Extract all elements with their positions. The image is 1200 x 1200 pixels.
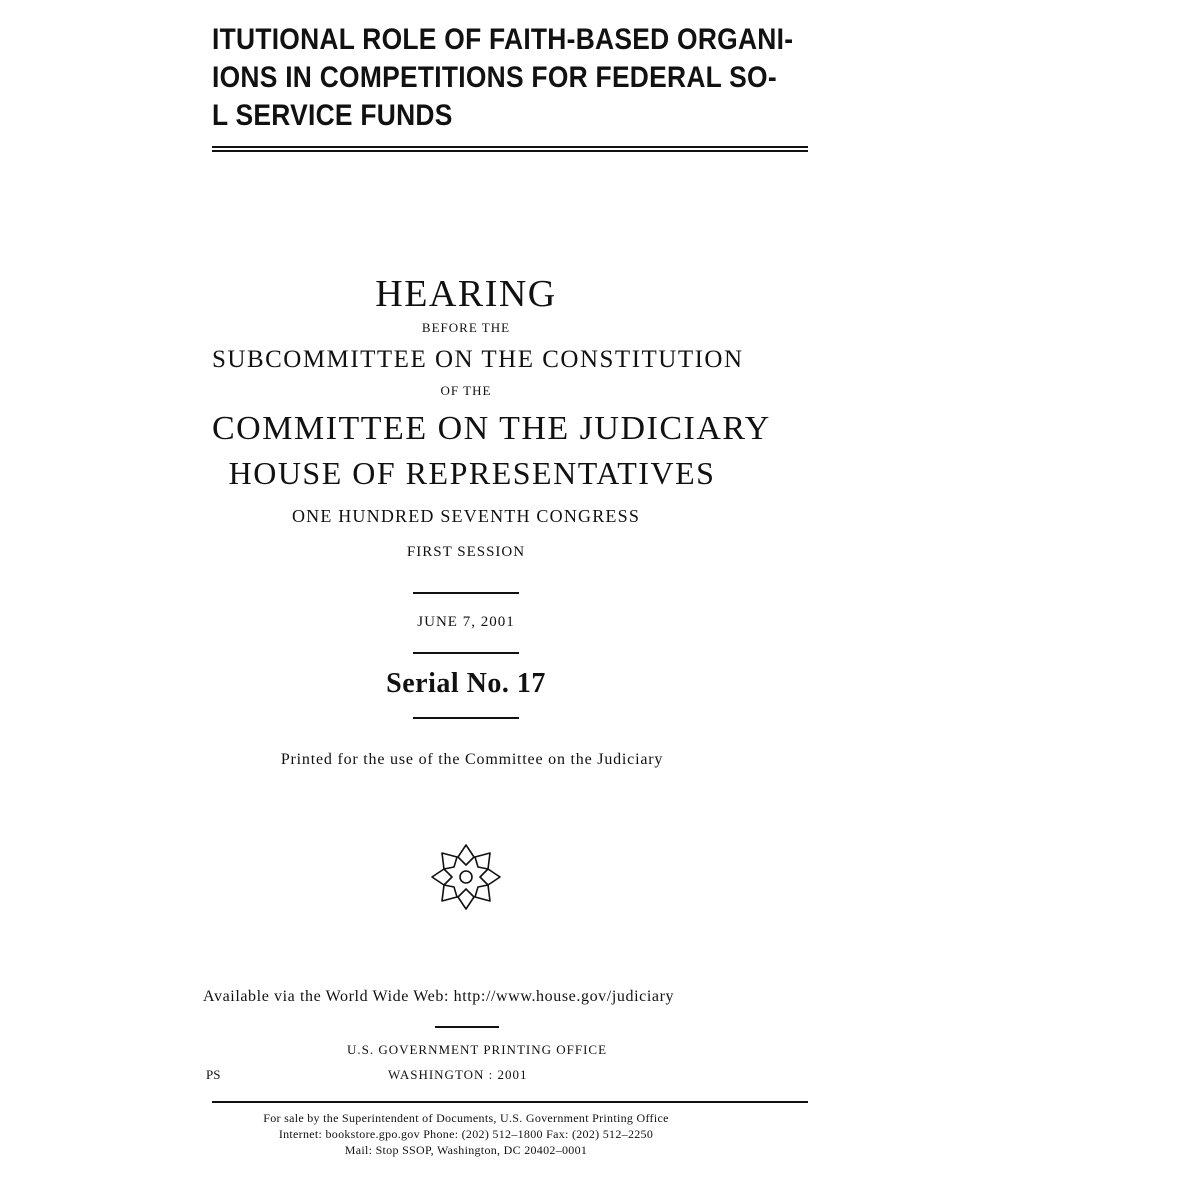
title-rule-top	[212, 146, 808, 148]
divider-rule	[413, 717, 519, 719]
footer-mail-line: Mail: Stop SSOP, Washington, DC 20402–0001	[344, 1143, 588, 1157]
divider-rule	[413, 592, 519, 594]
before-the-label: BEFORE THE	[421, 320, 511, 335]
title-line-2: IONS IN COMPETITIONS FOR FEDERAL SO-	[212, 61, 777, 94]
catalog-stub-text: PS	[206, 1067, 221, 1082]
title-block	[212, 0, 812, 1200]
publication-place: WASHINGTON : 2001	[388, 1067, 528, 1082]
catalog-stub	[206, 1067, 228, 1083]
footer-rule	[212, 1101, 808, 1103]
title-line-1: ITUTIONAL ROLE OF FAITH-BASED ORGANI-	[212, 23, 794, 56]
session-label: FIRST SESSION	[406, 544, 526, 560]
of-the-label: OF THE	[440, 383, 492, 398]
title-rule-bottom	[212, 150, 808, 152]
hearing-heading: HEARING	[375, 273, 557, 315]
hearing-date: JUNE 7, 2001	[417, 614, 515, 630]
divider-rule	[435, 1026, 499, 1028]
printed-for-note: Printed for the use of the Committee on the Judiciary	[280, 751, 664, 768]
subcommittee-name: SUBCOMMITTEE ON THE CONSTITUTION	[212, 346, 744, 373]
web-availability	[203, 988, 752, 1006]
title-line-3: L SERVICE FUNDS	[212, 99, 453, 132]
committee-name: COMMITTEE ON THE JUDICIARY	[212, 410, 771, 447]
divider-rule	[413, 652, 519, 654]
house-name: HOUSE OF REPRESENTATIVES	[228, 455, 716, 491]
printing-office: U.S. GOVERNMENT PRINTING OFFICE	[346, 1042, 608, 1057]
serial-number: Serial No. 17	[386, 668, 546, 699]
footer-sale-line: For sale by the Superintendent of Documents, U.S. Government Printing Office	[263, 1111, 669, 1125]
web-availability-text: Available via the World Wide Web: http://www.house.gov/judiciary	[203, 988, 675, 1005]
congress-label: ONE HUNDRED SEVENTH CONGRESS	[291, 506, 641, 526]
footer-contact-line: Internet: bookstore.gpo.gov Phone: (202) 512–1800 Fax: (202) 512–2250	[278, 1127, 654, 1141]
gpo-star-emblem-icon	[430, 843, 502, 911]
